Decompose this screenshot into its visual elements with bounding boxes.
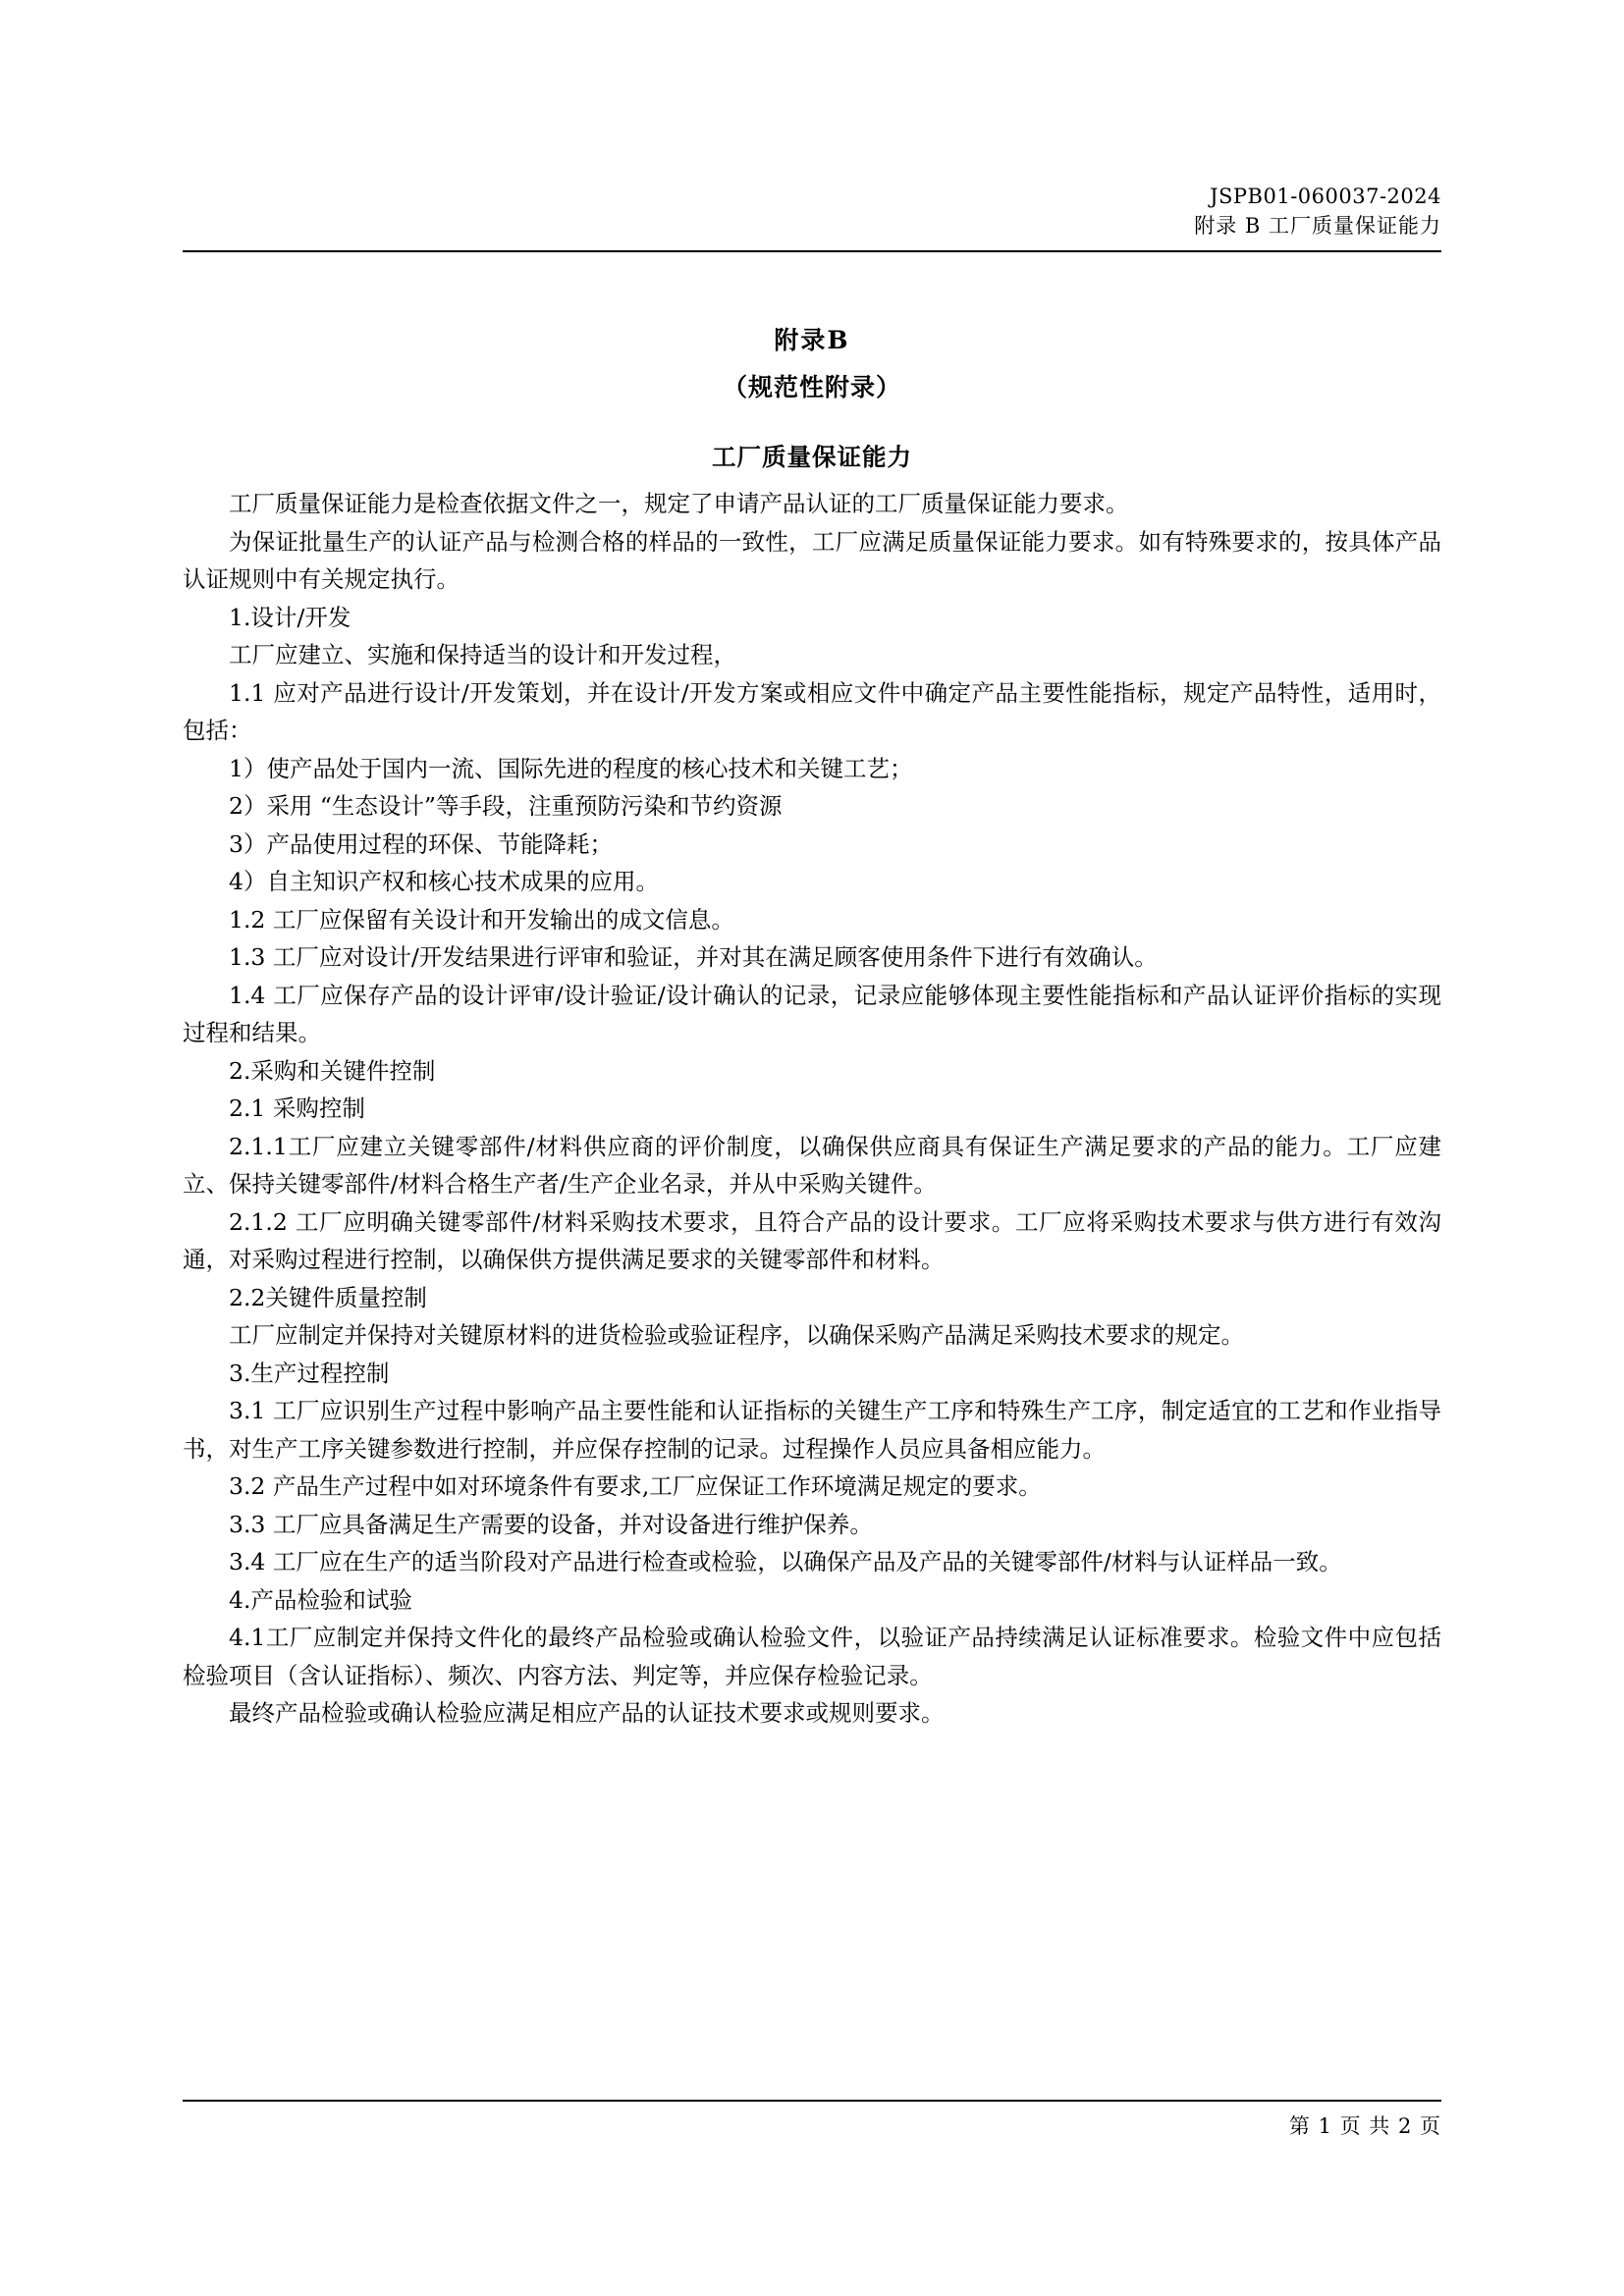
paragraph: 4.1工厂应制定并保持文件化的最终产品检验或确认检验文件，以验证产品持续满足认证标准要求。检验文件中应包括检验项目（含认证指标）、频次、内容方法、判定等，并应保存检验记录。	[183, 1624, 1441, 1689]
appendix-title: 附录B	[774, 326, 850, 354]
paragraph: 1.设计/开发	[229, 603, 352, 631]
paragraph: 3.生产过程控制	[229, 1359, 390, 1387]
paragraph: 4.产品检验和试验	[229, 1585, 412, 1614]
list-item: 1）使产品处于国内一流、国际先进的程度的核心技术和关键工艺；	[229, 754, 913, 782]
paragraph: 3.3 工厂应具备满足生产需要的设备，并对设备进行维护保养。	[229, 1510, 873, 1538]
paragraph: 3.1 工厂应识别生产过程中影响产品主要性能和认证指标的关键生产工序和特殊生产工序，制定适宜的工艺和作业指导书，对生产工序关键参数进行控制，并应保存控制的记录。过程操作人员应具备相应能力。	[183, 1397, 1441, 1463]
paragraph: 2.1 采购控制	[229, 1095, 365, 1122]
list-item: 3）产品使用过程的环保、节能降耗；	[229, 829, 613, 858]
paragraph: 为保证批量生产的认证产品与检测合格的样品的一致性，工厂应满足质量保证能力要求。如有特殊要求的，按具体产品认证规则中有关规定执行。	[183, 527, 1441, 593]
paragraph: 2.2关键件质量控制	[229, 1283, 427, 1311]
paragraph: 1.2 工厂应保留有关设计和开发输出的成文信息。	[229, 905, 734, 934]
list-item: 2）采用 “生态设计”等手段，注重预防污染和节约资源	[229, 792, 783, 820]
paragraph: 1.4 工厂应保存产品的设计评审/设计验证/设计确认的记录，记录应能够体现主要性能指标和产品认证评价指标的实现过程和结果。	[183, 981, 1441, 1046]
header-doc-code: JSPB01-060037-2024	[1210, 185, 1441, 208]
page-header	[183, 182, 1441, 240]
header-doc-subtitle: 附录 B 工厂质量保证能力	[1194, 214, 1441, 238]
paragraph: 工厂质量保证能力是检查依据文件之一，规定了申请产品认证的工厂质量保证能力要求。	[229, 490, 1129, 517]
section-title: 工厂质量保证能力	[712, 443, 912, 471]
paragraph: 2.1.1工厂应建立关键零部件/材料供应商的评价制度，以确保供应商具有保证生产满足要求的产品的能力。工厂应建立、保持关键零部件/材料合格生产者/生产企业名录，并从中采购关键件。	[183, 1132, 1441, 1198]
paragraph: 工厂应制定并保持对关键原材料的进货检验或验证程序，以确保采购产品满足采购技术要求的规定。	[229, 1321, 1244, 1349]
appendix-type: （规范性附录）	[722, 373, 901, 401]
paragraph: 1.3 工厂应对设计/开发结果进行评审和验证，并对其在满足顾客使用条件下进行有效确认。	[229, 943, 1158, 971]
paragraph: 2.1.2 工厂应明确关键零部件/材料采购技术要求，且符合产品的设计要求。工厂应将采购技术要求与供方进行有效沟通，对采购过程进行控制，以确保供方提供满足要求的关键零部件和材料。	[183, 1207, 1441, 1273]
page-content	[183, 0, 1441, 2296]
paragraph: 3.2 产品生产过程中如对环境条件有要求,工厂应保证工作环境满足规定的要求。	[229, 1472, 1042, 1500]
footer-divider	[183, 2100, 1441, 2102]
paragraph: 3.4 工厂应在生产的适当阶段对产品进行检查或检验，以确保产品及产品的关键零部件/材料与认证样品一致。	[229, 1548, 1342, 1575]
document-body	[183, 324, 1441, 1733]
header-divider	[183, 250, 1441, 252]
list-item: 4）自主知识产权和核心技术成果的应用。	[229, 868, 659, 895]
page-footer: 第 1 页 共 2 页	[1288, 2114, 1441, 2138]
paragraph: 2.采购和关键件控制	[229, 1056, 436, 1085]
paragraph: 最终产品检验或确认检验应满足相应产品的认证技术要求或规则要求。	[229, 1699, 945, 1727]
paragraph: 1.1 应对产品进行设计/开发策划，并在设计/开发方案或相应文件中确定产品主要性能指标，规定产品特性，适用时，包括：	[183, 678, 1441, 744]
paragraph: 工厂应建立、实施和保持适当的设计和开发过程，	[229, 641, 736, 668]
